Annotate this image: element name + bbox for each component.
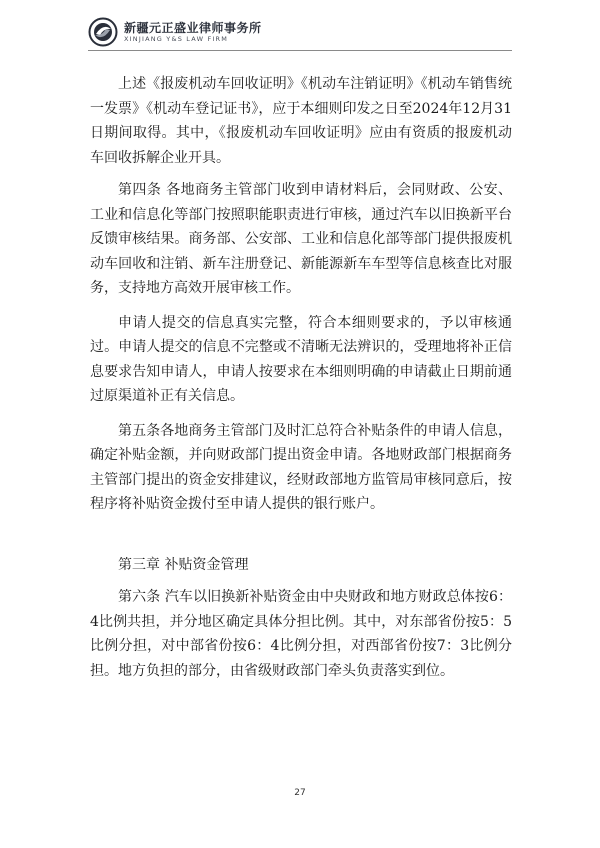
page-header <box>88 14 262 50</box>
paragraph-certificates: 上述《报废机动车回收证明》《机动车注销证明》《机动车销售统一发票》《机动车登记证书》，应于本细则印发之日至2024年12月31日期间取得。其中，《报废机动车回收证明》应由有资质的报废机动车回收拆解企业开具。 <box>90 76 512 166</box>
paragraph-article-4: 第四条 各地商务主管部门收到申请材料后，会同财政、公安、工业和信息化等部门按照职能职责进行审核，通过汽车以旧换新平台反馈审核结果。商务部、公安部、工业和信息化部等部门提供报废机动车回收和注销、新车注册登记、新能源新车车型等信息核查比对服务，支持地方高效开展审核工作。 <box>90 182 512 296</box>
chapter-heading: 第三章 补贴资金管理 <box>118 556 249 573</box>
header-divider <box>88 50 512 51</box>
document-body <box>90 72 512 683</box>
firm-brand <box>124 21 262 44</box>
firm-name-en: XINJIANG Y&S LAW FIRM <box>124 34 229 43</box>
paragraph-article-6: 第六条 汽车以旧换新补贴资金由中央财政和地方财政总体按6：4比例共担，并分地区确定具体分担比例。其中，对东部省份按5：5比例分担，对中部省份按6：4比例分担，对西部省份按7：3比例分担。地方负担的部分，由省级财政部门牵头负责落实到位。 <box>90 589 512 679</box>
page-number: 27 <box>294 788 306 798</box>
firm-logo-icon <box>88 17 118 47</box>
paragraph-article-5: 第五条各地商务主管部门及时汇总符合补贴条件的申请人信息，确定补贴金额，并向财政部门提出资金申请。各地财政部门根据商务主管部门提出的资金安排建议，经财政部地方监管局审核同意后，按程序将补贴资金拨付至申请人提供的银行账户。 <box>90 422 512 512</box>
paragraph-review-approval: 申请人提交的信息真实完整，符合本细则要求的，予以审核通过。申请人提交的信息不完整或不清晰无法辨识的，受理地将补正信息要求告知申请人，申请人按要求在本细则明确的申请截止日期前通过原渠道补正有关信息。 <box>90 314 512 404</box>
firm-name-cn: 新疆元正盛业律师事务所 <box>124 20 262 35</box>
